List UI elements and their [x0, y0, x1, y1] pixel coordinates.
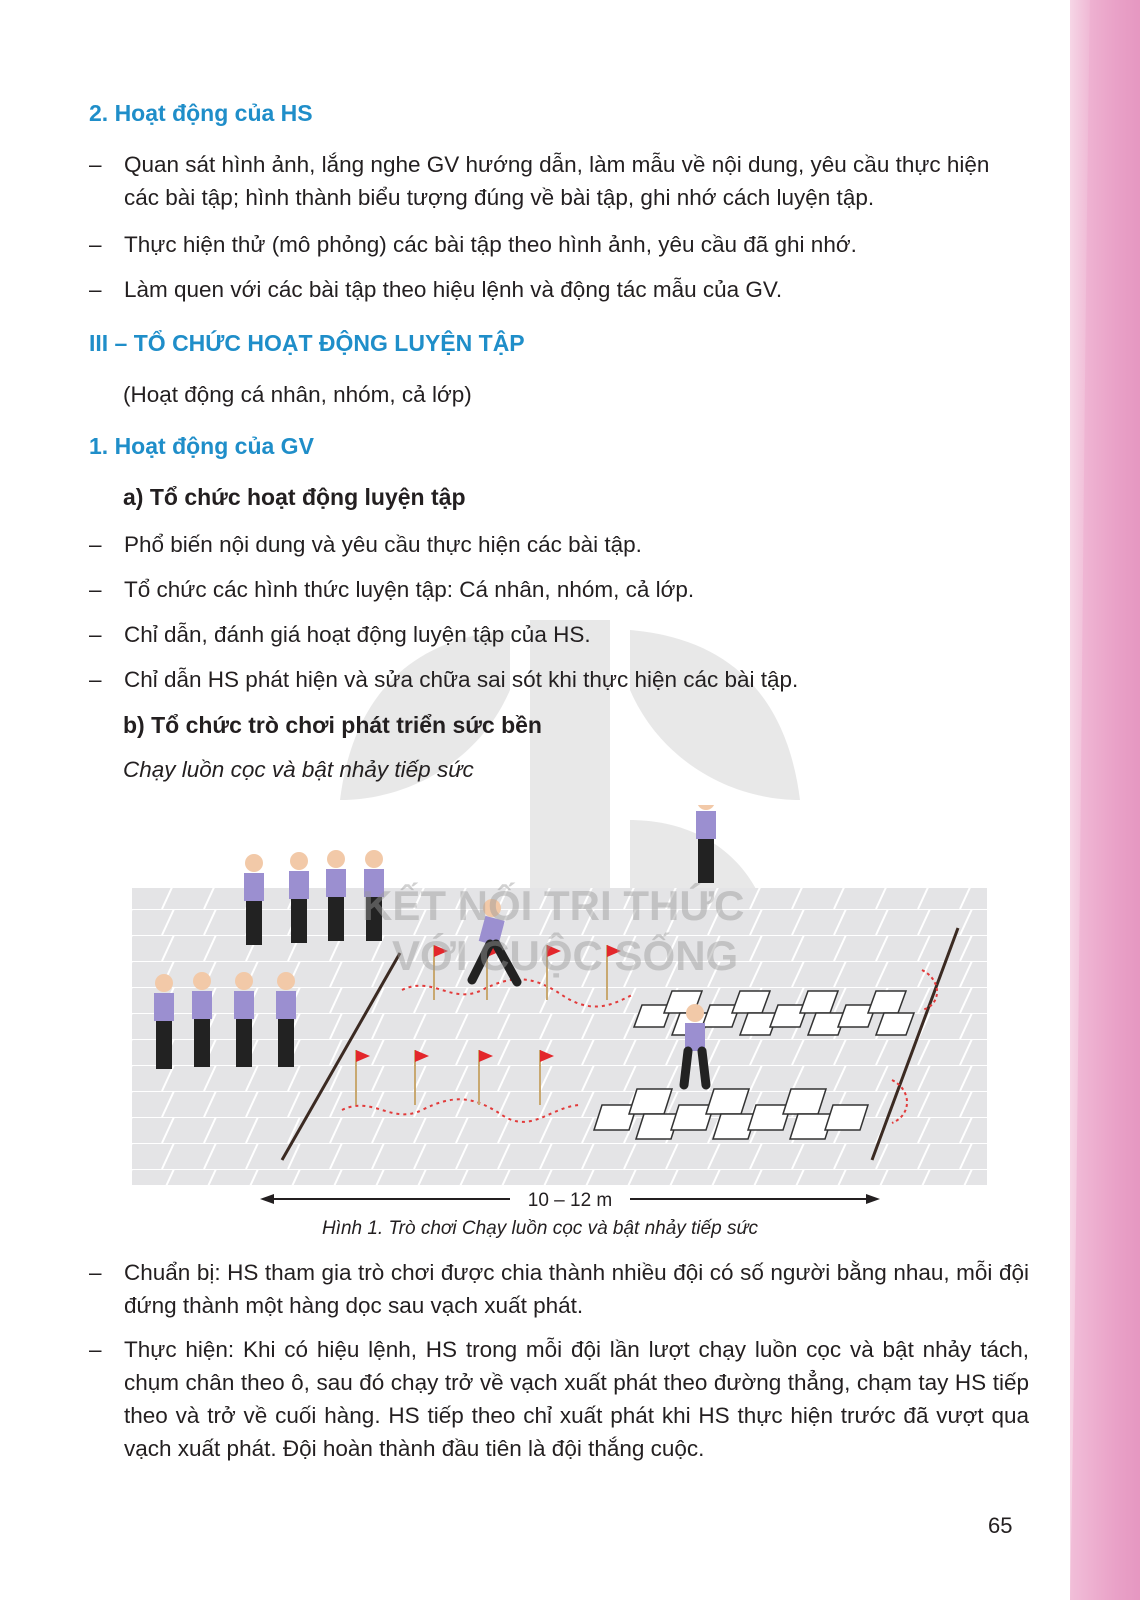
list-item: – Phổ biến nội dung và yêu cầu thực hiện các bài tập. — [89, 532, 642, 557]
watermark-text-line1: KẾT NỐI TRI THỨC — [362, 882, 745, 929]
list-item: – Tổ chức các hình thức luyện tập: Cá nhân, nhóm, cả lớp. — [89, 577, 695, 602]
game-name: Chạy luồn cọc và bật nhảy tiếp sức — [123, 757, 474, 782]
section-heading-gv: 1. Hoạt động của GV — [89, 433, 314, 459]
activity-note: (Hoạt động cá nhân, nhóm, cả lớp) — [123, 382, 472, 407]
page-number: 65 — [988, 1513, 1013, 1538]
list-item: – Chỉ dẫn HS phát hiện và sửa chữa sai sót khi thực hiện các bài tập. — [89, 667, 799, 692]
list-item: – Thực hiện: Khi có hiệu lệnh, HS trong mỗi đội lần lượt chạy luồn cọc và bật nhảy tách, chụm chân theo ô, sau đó chạy trở về vạch xuất phát theo đường thẳng, chạm tay HS tiếp theo và trở về cuối hàng. HS tiếp theo chỉ xuất phát khi HS thực hiện trước đã vượt qua vạch xuất phát. Đội hoàn thành đầu tiên là đội thắng cuộc. — [89, 1337, 1029, 1461]
subheading-a: a) Tổ chức hoạt động luyện tập — [123, 484, 466, 510]
watermark-text-line2: VỚI CUỘC SỐNG — [392, 932, 739, 979]
section-heading-practice: III – TỔ CHỨC HOẠT ĐỘNG LUYỆN TẬP — [89, 330, 525, 356]
list-item: – Thực hiện thử (mô phỏng) các bài tập theo hình ảnh, yêu cầu đã ghi nhớ. — [89, 232, 857, 257]
list-item: – Làm quen với các bài tập theo hiệu lệnh và động tác mẫu của GV. — [89, 277, 783, 302]
figure-caption: Hình 1. Trò chơi Chạy luồn cọc và bật nhảy tiếp sức — [321, 1218, 759, 1239]
subheading-b: b) Tổ chức trò chơi phát triển sức bền — [123, 712, 542, 738]
list-item: – Chỉ dẫn, đánh giá hoạt động luyện tập của HS. — [89, 622, 591, 647]
game-illustration — [132, 805, 987, 1185]
distance-label: 10 – 12 m — [527, 1190, 613, 1211]
section-heading-hs: 2. Hoạt động của HS — [89, 100, 313, 126]
distance-arrow — [260, 1186, 880, 1212]
list-item: – Quan sát hình ảnh, lắng nghe GV hướng dẫn, làm mẫu về nội dung, yêu cầu thực hiện các bài tập; hình thành biểu tượng đúng về bài tập, ghi nhớ cách luyện tập. — [89, 152, 990, 210]
teacher-figure — [696, 805, 716, 883]
list-item: – Chuẩn bị: HS tham gia trò chơi được chia thành nhiều đội có số người bằng nhau, mỗi đội đứng thành một hàng dọc sau vạch xuất phát. — [89, 1260, 1029, 1318]
